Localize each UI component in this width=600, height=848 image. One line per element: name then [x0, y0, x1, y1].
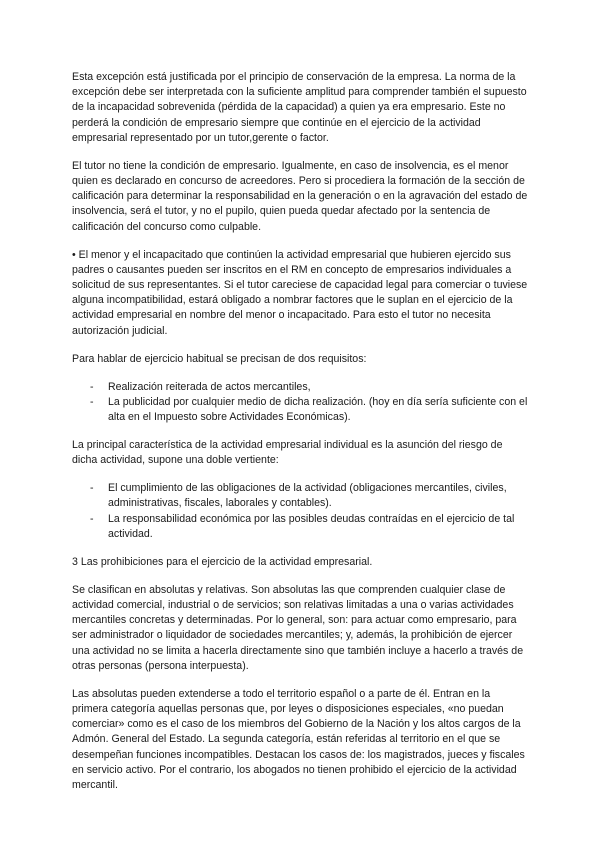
paragraph-tutor: El tutor no tiene la condición de empresario. Igualmente, en caso de insolvencia, es el menor quien es declarado en concurso de acreedores. Pero si procediera la formación de la sección de calificación para determinar la responsabilidad en la generación o en la agravación del estado de insolvencia, será el tutor, y no el pupilo, quien pueda quedar afectado por la sentencia de calificación del concurso como culpable.	[72, 159, 528, 233]
list-requisitos	[72, 380, 528, 426]
list-item-text: Realización reiterada de actos mercantiles,	[108, 380, 311, 393]
paragraph-clasificacion: Se clasifican en absolutas y relativas. Son absolutas las que comprenden cualquier clase de actividad comercial, industrial o de servicios; son relativas limitadas a una o varias actividades mercantiles concretas y determinadas. Por lo general, son: para actuar como empresario, para ser administrador o liquidador de sociedades mercantiles; y, además, la prohibición de ejercer una actividad no se limita a hacerla directamente sino que también incluye a hacerlo a través de otras personas (persona interpuesta).	[72, 583, 524, 672]
list-item	[72, 380, 528, 395]
list-marker: -	[90, 380, 94, 393]
list-marker: -	[90, 512, 94, 525]
document-page	[72, 70, 528, 806]
section-heading: 3 Las prohibiciones para el ejercicio de la actividad empresarial.	[72, 555, 373, 568]
list-marker: -	[90, 395, 94, 408]
paragraph-excepcion: Esta excepción está justificada por el principio de conservación de la empresa. La norma de la excepción debe ser interpretada con la suficiente amplitud para comprender también el supuesto de la incapacidad sobrevenida (pérdida de la capacidad) a quien ya era empresario. Este no perderá la condición de empresario siempre que continúe en el ejercicio de la actividad empresarial representado por un tutor,gerente o factor.	[72, 71, 527, 144]
list-item	[72, 512, 528, 542]
list-item-text: La responsabilidad económica por las posibles deudas contraídas en el ejercicio de tal actividad.	[108, 512, 515, 540]
paragraph-ejercicio-habitual: Para hablar de ejercicio habitual se precisan de dos requisitos:	[72, 352, 367, 365]
list-item-text: La publicidad por cualquier medio de dicha realización. (hoy en día sería suficiente con el alta en el Impuesto sobre Actividades Económicas).	[108, 395, 528, 424]
paragraph-absolutas: Las absolutas pueden extenderse a todo el territorio español o a parte de él. Entran en la primera categoría aquellas personas que, por leyes o disposiciones especiales, «no puedan comerciar» como es el caso de los miembros del Gobierno de la Nación y los altos cargos de la Admón. General del Estado. La segunda categoría, están referidas al territorio en el que se desempeñan funciones incompatibles. Destacan los casos de: los magistrados, jueces y fiscales en servicio activo. Por el contrario, los abogados no tienen prohibido el ejercicio de la actividad mercantil.	[72, 687, 525, 792]
list-item-text: El cumplimiento de las obligaciones de la actividad (obligaciones mercantiles, civiles, administrativas, fiscales, laborales y contables).	[108, 482, 507, 510]
list-item	[72, 395, 528, 425]
list-item	[72, 481, 528, 511]
list-marker: -	[90, 482, 94, 495]
paragraph-caracteristica: La principal característica de la actividad empresarial individual es la asunción del riesgo de dicha actividad, supone una doble vertiente:	[72, 439, 503, 467]
list-vertiente	[72, 481, 528, 542]
paragraph-menor-incapacitado: • El menor y el incapacitado que continúen la actividad empresarial que hubieren ejercido sus padres o causantes pueden ser inscritos en el RM en concepto de empresarios individuales a solicitud de sus representantes. Si el tutor careciese de capacidad legal para comerciar o tuviese alguna incompatibilidad, estará obligado a nombrar factores que le suplan en el ejercicio de la actividad empresarial en nombre del menor o incapacitado. Para esto el tutor no necesita autorización judicial.	[72, 248, 528, 337]
